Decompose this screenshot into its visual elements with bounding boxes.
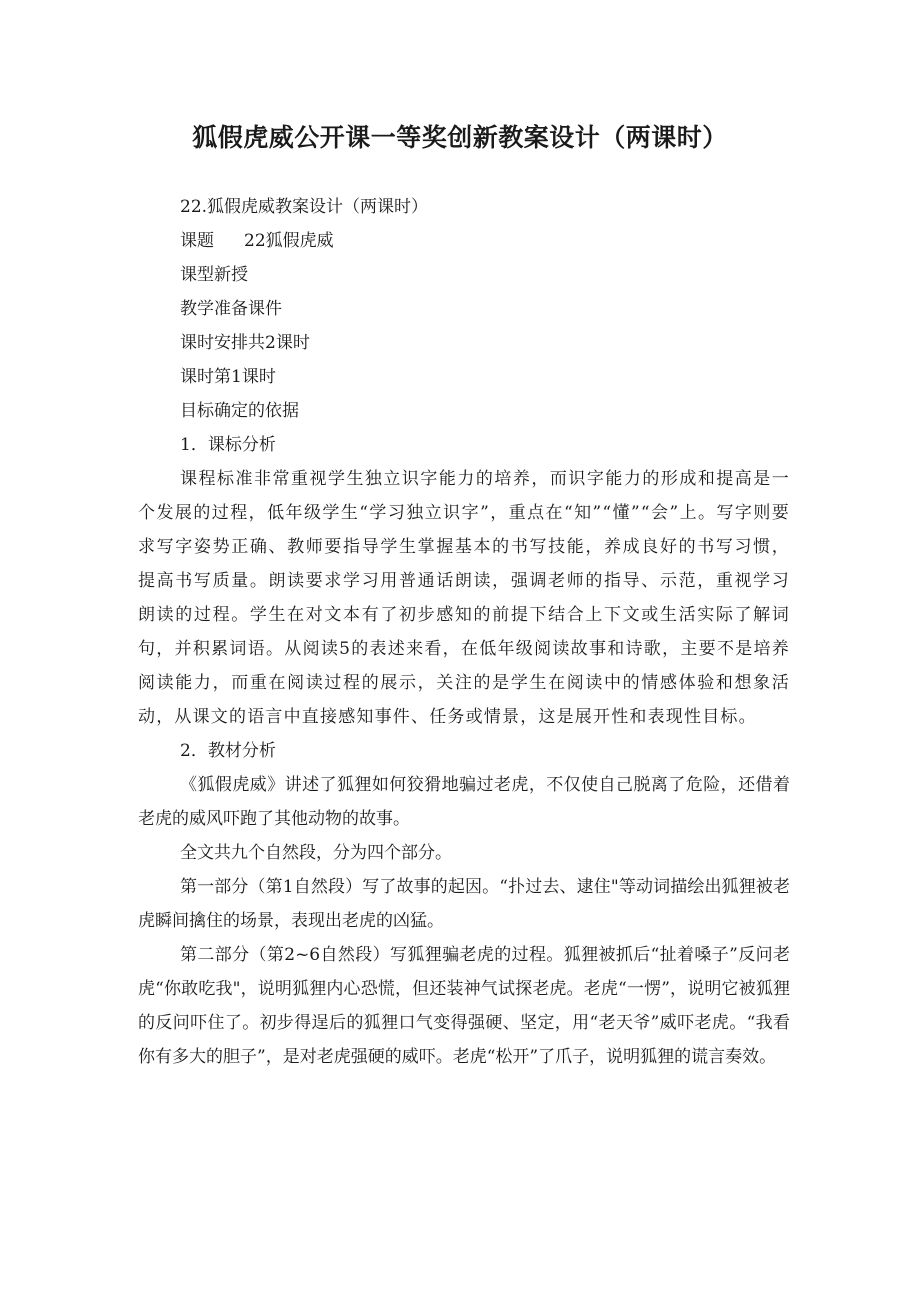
textbook-analysis-paragraph-4: 第二部分（第2~6自然段）写狐狸骗老虎的过程。狐狸被抓后“扯着嗓子”反问老虎“你敢吃我"，说明狐狸内心恐慌，但还装神气试探老虎。老虎“一愣”，说明它被狐狸的反问吓住了。初步得逞后的狐狸口气变得强硬、坚定，用“老天爷”威吓老虎。“我看你有多大的胆子”，是对老虎强硬的威吓。老虎“松开”了爪子，说明狐狸的谎言奏效。 [138,945,790,1067]
textbook-analysis-paragraph-1: 《狐假虎威》讲述了狐狸如何狡猾地骗过老虎，不仅使自己脱离了危险，还借着老虎的威风吓跑了其他动物的故事。 [138,775,790,829]
document-body [138,190,790,1074]
lesson-schedule: 课时安排共2课时 [180,333,310,353]
textbook-analysis-paragraph-2: 全文共九个自然段，分为四个部分。 [180,843,452,863]
topic-row [138,224,790,258]
curriculum-analysis-paragraph: 课程标准非常重视学生独立识字能力的培养，而识字能力的形成和提高是一个发展的过程，低年级学生“学习独立识字”，重点在“知”“懂”“会”上。写字则要求写字姿势正确、教师要指导学生掌握基本的书写技能，养成良好的书写习惯，提高书写质量。朗读要求学习用普通话朗读，强调老师的指导、示范，重视学习朗读的过程。学生在对文本有了初步感知的前提下结合上下文或生活实际了解词句，并积累词语。从阅读5的表述来看，在低年级阅读故事和诗歌，主要不是培养阅读能力，而重在阅读过程的展示，关注的是学生在阅读中的情感体验和想象活动，从课文的语言中直接感知事件、任务或情景，这是展开性和表现性目标。 [138,469,790,727]
textbook-analysis-paragraph-3: 第一部分（第1自然段）写了故事的起因。“扑过去、逮住"等动词描绘出狐狸被老虎瞬间擒住的场景，表现出老虎的凶猛。 [138,877,790,931]
lesson-heading: 22.狐假虎威教案设计（两课时） [180,197,429,217]
section1-heading: 1．课标分析 [180,435,276,455]
current-lesson: 课时第1课时 [180,367,276,387]
section2-heading: 2．教材分析 [180,741,276,761]
topic-label: 课题 [180,231,214,251]
lesson-type: 课型新授 [180,265,248,285]
page-title: 狐假虎威公开课一等奖创新教案设计（两课时） [192,123,728,152]
teaching-preparation: 教学准备课件 [180,299,282,319]
topic-value: 22狐假虎威 [244,231,334,251]
basis-heading: 目标确定的依据 [180,401,299,421]
